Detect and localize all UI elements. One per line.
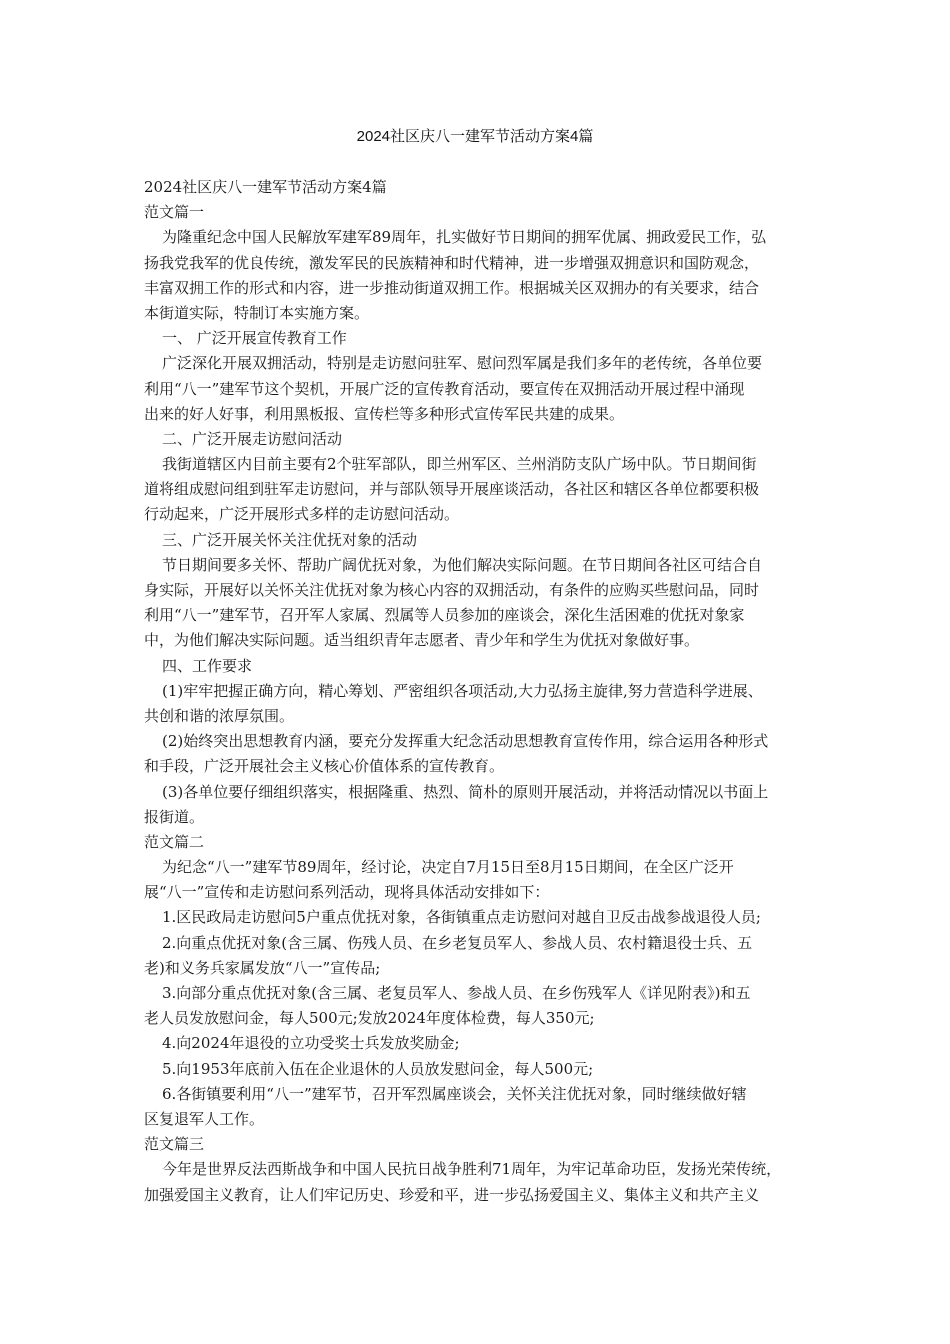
document-body [144,175,816,1208]
text-line: 范文篇二 [144,832,205,851]
text-line: 范文篇一 [144,203,205,222]
text-line: 行动起来，广泛开展形式多样的走访慰问活动。 [144,505,460,524]
text-line: 2.向重点优抚对象(含三属、伤残人员、在乡老复员军人、参战人员、农村籍退役士兵、五 [162,933,753,952]
text-line: 2024社区庆八一建军节活动方案4篇 [144,178,387,196]
text-line: 道将组成慰问组到驻军走访慰问，并与部队领导开展座谈活动，各社区和辖区各单位都要积极 [144,480,760,499]
text-line: 6.各街镇要利用“八一”建军节，召开军烈属座谈会，关怀关注优抚对象，同时继续做好辖 [162,1084,747,1103]
text-line: 为纪念“八一”建军节89周年，经讨论，决定自7月15日至8月15日期间，在全区广泛开 [162,858,734,877]
text-line: 一、 广泛开展宣传教育工作 [162,329,347,348]
text-line: 区复退军人工作。 [144,1109,265,1128]
text-line: 出来的好人好事，利用黑板报、宣传栏等多种形式宣传军民共建的成果。 [144,404,625,423]
text-line: 利用“八一”建军节这个契机，开展广泛的宣传教育活动，要宣传在双拥活动开展过程中涌现 [144,379,745,398]
text-line: 老)和义务兵家属发放“八一”宣传品; [144,958,381,977]
text-line: 三、广泛开展关怀关注优抚对象的活动 [162,530,418,549]
text-line: 我街道辖区内目前主要有2个驻军部队，即兰州军区、兰州消防支队广场中队。节日期间街 [162,455,757,474]
text-line: 身实际，开展好以关怀关注优抚对象为核心内容的双拥活动，有条件的应购买些慰问品，同时 [144,581,760,599]
text-line: 1.区民政局走访慰问5户重点优抚对象，各街镇重点走访慰问对越自卫反击战参战退役人员; [162,908,761,927]
text-line: 节日期间要多关怀、帮助广阔优抚对象，为他们解决实际问题。在节日期间各社区可结合自 [162,555,763,574]
text-line: 为隆重纪念中国人民解放军建军89周年，扎实做好节日期间的拥军优属、拥政爱民工作，弘 [162,228,767,247]
text-line: 和手段，广泛开展社会主义核心价值体系的宣传教育。 [144,757,505,776]
text-line: 共创和谐的浓厚氛围。 [144,706,295,725]
text-line: 4.向2024年退役的立功受奖士兵发放奖励金; [162,1034,460,1053]
text-line: 本街道实际，特制订本实施方案。 [144,303,370,322]
text-line: 利用“八一”建军节，召开军人家属、烈属等人员参加的座谈会，深化生活困难的优抚对象家 [144,606,745,625]
text-line: 3.向部分重点优抚对象(含三属、老复员军人、参战人员、在乡伤残军人《详见附表》)和五 [162,984,751,1002]
text-line: (2)始终突出思想教育内涵，要充分发挥重大纪念活动思想教育宣传作用，综合运用各种形式 [162,732,769,751]
text-line: 展“八一”宣传和走访慰问系列活动，现将具体活动安排如下： [144,883,550,902]
text-line: (3)各单位要仔细组织落实，根据隆重、热烈、简朴的原则开展活动，并将活动情况以书面上 [162,782,769,801]
text-line: 四、工作要求 [162,656,253,675]
document-title: 2024社区庆八一建军节活动方案4篇 [356,128,594,145]
text-line: (1)牢牢把握正确方向，精心筹划、严密组织各项活动,大力弘扬主旋律,努力营造科学进展、 [162,681,763,700]
text-line: 今年是世界反法西斯战争和中国人民抗日战争胜利71周年，为牢记革命功臣，发扬光荣传统， [162,1160,782,1179]
text-line: 报街道。 [144,807,205,826]
text-line: 老人员发放慰问金，每人500元;发放2024年度体检费，每人350元; [144,1009,595,1028]
text-line: 二、广泛开展走访慰问活动 [162,429,343,448]
text-line: 范文篇三 [144,1135,205,1154]
text-line: 中，为他们解决实际问题。适当组织青年志愿者、青少年和学生为优抚对象做好事。 [144,631,700,650]
text-line: 扬我党我军的优良传统，激发军民的民族精神和时代精神，进一步增强双拥意识和国防观念， [144,253,760,272]
text-line: 5.向1953年底前入伍在企业退休的人员放发慰问金，每人500元; [162,1059,594,1078]
text-line: 广泛深化开展双拥活动，特别是走访慰问驻军、慰问烈军属是我们多年的老传统，各单位要 [162,354,763,373]
text-line: 丰富双拥工作的形式和内容，进一步推动街道双拥工作。根据城关区双拥办的有关要求，结合 [144,278,760,297]
text-line: 加强爱国主义教育，让人们牢记历史、珍爱和平，进一步弘扬爱国主义、集体主义和共产主义 [144,1185,760,1204]
